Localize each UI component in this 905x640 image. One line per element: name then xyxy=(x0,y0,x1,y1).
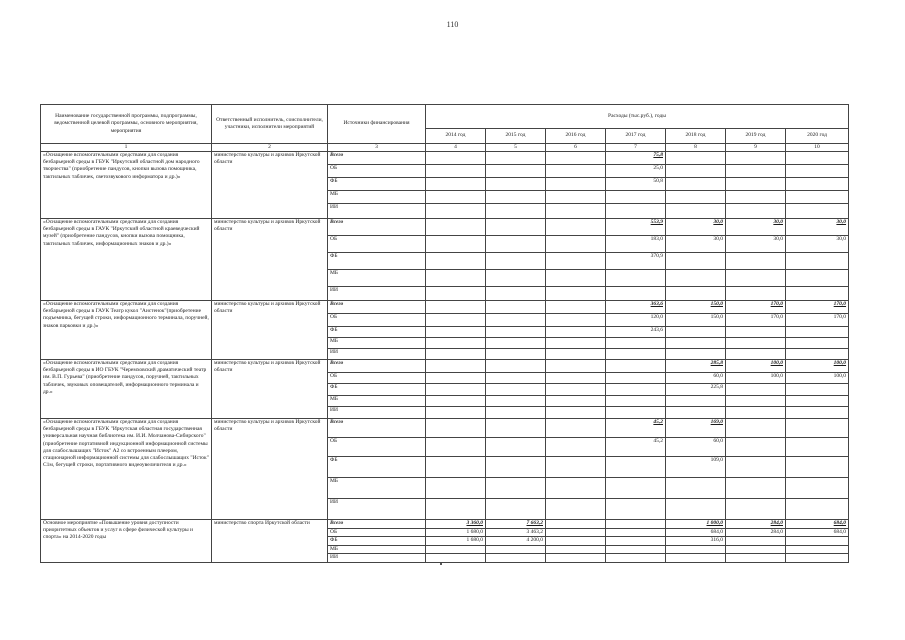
amount-cell xyxy=(666,204,726,219)
amount-cell: 50,8 xyxy=(606,178,666,191)
amount-cell xyxy=(606,287,666,301)
amount-cell xyxy=(666,554,726,562)
amount-cell xyxy=(606,384,666,396)
amount-cell xyxy=(426,236,486,253)
funding-source: ИИ xyxy=(328,407,426,419)
amount-cell xyxy=(666,499,726,520)
funding-source: Всего xyxy=(328,419,426,438)
amount-cell xyxy=(486,438,546,457)
amount-cell: 684,0 xyxy=(786,529,849,537)
amount-cell xyxy=(486,204,546,219)
measure-name: «Оснащение вспомогательными средствами для создания безбарьерной среды в ГБУК "Иркутская областная государственная универсальная научная библиотека им. И.И. Молчанова-Сибирского" (приобретение портативной индукционной информационной системы для слабослышащих "Исток" А2 со встроенным плеером, стационарной информационной системы для слабослышащих "Исток" С1м, бегущей строки, портативного видеоувеличителя и др.» xyxy=(41,419,212,520)
amount-cell xyxy=(426,384,486,396)
amount-cell xyxy=(426,419,486,438)
amount-cell xyxy=(786,457,849,478)
amount-cell xyxy=(606,529,666,537)
funding-source: ОБ xyxy=(328,373,426,384)
amount-cell xyxy=(486,178,546,191)
amount-cell xyxy=(546,314,606,327)
amount-cell xyxy=(486,384,546,396)
funding-source: ФБ xyxy=(328,327,426,338)
amount-cell xyxy=(786,253,849,270)
amount-cell xyxy=(426,287,486,301)
amount-cell xyxy=(486,360,546,373)
amount-cell xyxy=(606,457,666,478)
amount-cell xyxy=(666,270,726,287)
amount-cell xyxy=(726,457,786,478)
amount-cell xyxy=(546,407,606,419)
amount-cell xyxy=(726,396,786,407)
amount-cell: 30,0 xyxy=(726,236,786,253)
measure-name: Основное мероприятие «Повышение уровня доступности приоритетных объектов и услуг в сфере физической культуры и спорта» на 2014-2020 годы xyxy=(41,520,212,562)
amount-cell xyxy=(786,407,849,419)
amount-cell: 1 680,0 xyxy=(426,529,486,537)
amount-cell xyxy=(726,338,786,349)
amount-cell xyxy=(546,537,606,546)
amount-cell xyxy=(786,419,849,438)
amount-cell: 3 463,2 xyxy=(486,529,546,537)
amount-cell xyxy=(486,191,546,204)
amount-cell xyxy=(546,301,606,314)
amount-cell xyxy=(786,287,849,301)
amount-cell xyxy=(426,349,486,360)
amount-cell xyxy=(786,165,849,178)
amount-cell xyxy=(786,152,849,165)
amount-cell xyxy=(486,373,546,384)
amount-cell xyxy=(546,384,606,396)
amount-cell: 243,6 xyxy=(606,327,666,338)
amount-cell xyxy=(426,546,486,554)
amount-cell xyxy=(426,396,486,407)
amount-cell xyxy=(666,178,726,191)
amount-cell: 1 680,0 xyxy=(426,537,486,546)
header-executor: Ответственный исполнитель, соисполнители, участники, исполнители мероприятий xyxy=(212,105,328,144)
amount-cell: 285,8 xyxy=(666,360,726,373)
amount-cell xyxy=(546,419,606,438)
executor: министерство спорта Иркутской области xyxy=(212,520,328,562)
amount-cell xyxy=(426,253,486,270)
amount-cell xyxy=(426,360,486,373)
amount-cell xyxy=(426,178,486,191)
amount-cell xyxy=(546,438,606,457)
funding-source: ИИ xyxy=(328,499,426,520)
column-index: 2 xyxy=(212,144,328,152)
amount-cell xyxy=(546,204,606,219)
table-row xyxy=(41,520,849,529)
funding-source: Всего xyxy=(328,360,426,373)
amount-cell xyxy=(426,407,486,419)
amount-cell: 100,0 xyxy=(726,373,786,384)
header-year: 2014 год xyxy=(426,129,486,144)
amount-cell xyxy=(486,314,546,327)
executor: министерство культуры и архивов Иркутской области xyxy=(212,360,328,419)
amount-cell xyxy=(606,191,666,204)
amount-cell xyxy=(426,478,486,499)
amount-cell xyxy=(606,204,666,219)
amount-cell xyxy=(726,178,786,191)
amount-cell xyxy=(546,478,606,499)
amount-cell xyxy=(786,396,849,407)
column-index: 1 xyxy=(41,144,212,152)
amount-cell xyxy=(666,546,726,554)
amount-cell xyxy=(606,520,666,529)
amount-cell xyxy=(606,478,666,499)
amount-cell xyxy=(546,373,606,384)
header-name: Наименование государственной программы, подпрограммы, ведомственной целевой программы, основного мероприятия, мероприятия xyxy=(41,105,212,144)
amount-cell: 100,0 xyxy=(726,360,786,373)
amount-cell xyxy=(486,236,546,253)
amount-cell xyxy=(786,384,849,396)
column-index: 4 xyxy=(426,144,486,152)
header-expenses: Расходы (тыс.руб.), годы xyxy=(426,105,849,129)
amount-cell xyxy=(786,499,849,520)
funding-source: Всего xyxy=(328,152,426,165)
column-index-row xyxy=(41,144,849,152)
measure-name: «Оснащение вспомогательными средствами для создания безбарьерной среды в ГБУК "Иркутский областной дом народного творчества" (приобретение пандусов, кнопки вызова помощника, тактильных табличек, светозвукового информатора и др.)» xyxy=(41,152,212,219)
amount-cell xyxy=(426,165,486,178)
amount-cell: 30,0 xyxy=(666,236,726,253)
amount-cell xyxy=(666,287,726,301)
amount-cell xyxy=(486,152,546,165)
budget-table-body xyxy=(41,152,849,562)
amount-cell xyxy=(606,554,666,562)
amount-cell xyxy=(786,438,849,457)
scan-dot xyxy=(440,563,442,565)
amount-cell: 4 200,0 xyxy=(486,537,546,546)
table-row xyxy=(41,301,849,314)
amount-cell xyxy=(666,349,726,360)
amount-cell xyxy=(786,178,849,191)
amount-cell xyxy=(486,327,546,338)
amount-cell xyxy=(666,152,726,165)
page-number: 110 xyxy=(446,20,459,29)
table-row xyxy=(41,152,849,165)
amount-cell xyxy=(786,554,849,562)
amount-cell: 25,0 xyxy=(606,165,666,178)
funding-source: ОБ xyxy=(328,438,426,457)
amount-cell xyxy=(606,373,666,384)
amount-cell xyxy=(726,478,786,499)
header-source: Источники финансирования xyxy=(328,105,426,144)
amount-cell xyxy=(546,499,606,520)
funding-source: ОБ xyxy=(328,314,426,327)
amount-cell xyxy=(426,373,486,384)
amount-cell xyxy=(426,219,486,236)
amount-cell xyxy=(426,270,486,287)
amount-cell xyxy=(786,191,849,204)
amount-cell: 684,0 xyxy=(786,520,849,529)
funding-source: Всего xyxy=(328,219,426,236)
amount-cell: 1 000,0 xyxy=(666,520,726,529)
amount-cell xyxy=(486,219,546,236)
amount-cell xyxy=(486,478,546,499)
amount-cell: 30,0 xyxy=(726,219,786,236)
header-year: 2019 год xyxy=(726,129,786,144)
amount-cell xyxy=(726,537,786,546)
funding-source: МБ xyxy=(328,191,426,204)
amount-cell xyxy=(786,537,849,546)
amount-cell xyxy=(606,360,666,373)
amount-cell xyxy=(606,499,666,520)
amount-cell xyxy=(726,287,786,301)
funding-source: ИИ xyxy=(328,554,426,562)
funding-source: ФБ xyxy=(328,537,426,546)
funding-source: Всего xyxy=(328,301,426,314)
amount-cell: 316,0 xyxy=(666,537,726,546)
table-row xyxy=(41,219,849,236)
amount-cell xyxy=(666,165,726,178)
amount-cell xyxy=(546,178,606,191)
amount-cell xyxy=(726,270,786,287)
amount-cell xyxy=(606,338,666,349)
funding-source: ФБ xyxy=(328,457,426,478)
amount-cell xyxy=(546,152,606,165)
amount-cell xyxy=(426,314,486,327)
amount-cell: 170,0 xyxy=(786,301,849,314)
amount-cell: 60,0 xyxy=(666,438,726,457)
amount-cell xyxy=(486,165,546,178)
amount-cell xyxy=(546,191,606,204)
amount-cell xyxy=(426,152,486,165)
amount-cell xyxy=(786,349,849,360)
amount-cell: 120,0 xyxy=(606,314,666,327)
header-year: 2016 год xyxy=(546,129,606,144)
table-row xyxy=(41,360,849,373)
amount-cell xyxy=(426,554,486,562)
amount-cell xyxy=(546,253,606,270)
amount-cell: 553,9 xyxy=(606,219,666,236)
amount-cell: 109,0 xyxy=(666,457,726,478)
amount-cell xyxy=(726,253,786,270)
amount-cell xyxy=(546,457,606,478)
funding-source: МБ xyxy=(328,338,426,349)
amount-cell xyxy=(726,204,786,219)
amount-cell xyxy=(546,165,606,178)
funding-source: ИИ xyxy=(328,349,426,360)
amount-cell xyxy=(666,407,726,419)
funding-source: ОБ xyxy=(328,236,426,253)
amount-cell xyxy=(666,338,726,349)
column-index: 9 xyxy=(726,144,786,152)
amount-cell: 100,0 xyxy=(786,360,849,373)
measure-name: «Оснащение вспомогательными средствами для создания безбарьерной среды в ГАУК "Иркутский областной краеведческий музей" (приобретение пандусов, кнопки вызова помощника, тактильных табличек, информационных знаков и др.)» xyxy=(41,219,212,301)
amount-cell: 170,0 xyxy=(786,314,849,327)
amount-cell xyxy=(546,529,606,537)
amount-cell xyxy=(786,270,849,287)
amount-cell xyxy=(546,546,606,554)
funding-source: МБ xyxy=(328,546,426,554)
amount-cell xyxy=(426,204,486,219)
measure-name: «Оснащение вспомогательными средствами для создания безбарьерной среды в ИО ГБУК "Черемховский драматический театр им. В.П. Гурьева" (приобретение пандусов, поручней, тактильных табличек, звуковых оповещателей, информационного терминала и др.» xyxy=(41,360,212,419)
amount-cell xyxy=(726,191,786,204)
amount-cell xyxy=(726,499,786,520)
column-index: 3 xyxy=(328,144,426,152)
amount-cell xyxy=(486,338,546,349)
amount-cell xyxy=(426,438,486,457)
amount-cell: 170,0 xyxy=(726,301,786,314)
amount-cell xyxy=(486,419,546,438)
amount-cell xyxy=(606,270,666,287)
amount-cell xyxy=(486,546,546,554)
header-year: 2018 год xyxy=(666,129,726,144)
amount-cell: 7 663,2 xyxy=(486,520,546,529)
amount-cell xyxy=(426,338,486,349)
amount-cell xyxy=(426,301,486,314)
amount-cell xyxy=(426,191,486,204)
amount-cell xyxy=(666,327,726,338)
amount-cell xyxy=(606,396,666,407)
amount-cell xyxy=(486,396,546,407)
amount-cell xyxy=(546,219,606,236)
amount-cell: 284,0 xyxy=(726,520,786,529)
amount-cell: 225,8 xyxy=(666,384,726,396)
amount-cell xyxy=(666,396,726,407)
amount-cell: 370,9 xyxy=(606,253,666,270)
table-row xyxy=(41,419,849,438)
amount-cell: 100,0 xyxy=(786,373,849,384)
executor: министерство культуры и архивов Иркутской области xyxy=(212,219,328,301)
funding-source: ОБ xyxy=(328,165,426,178)
amount-cell xyxy=(486,499,546,520)
amount-cell xyxy=(666,478,726,499)
amount-cell: 284,0 xyxy=(726,529,786,537)
amount-cell xyxy=(726,152,786,165)
amount-cell: 183,0 xyxy=(606,236,666,253)
column-index: 8 xyxy=(666,144,726,152)
amount-cell: 75,8 xyxy=(606,152,666,165)
funding-source: Всего xyxy=(328,520,426,529)
header-year: 2015 год xyxy=(486,129,546,144)
amount-cell: 45,2 xyxy=(606,419,666,438)
amount-cell: 30,0 xyxy=(786,219,849,236)
amount-cell xyxy=(786,338,849,349)
amount-cell: 150,0 xyxy=(666,301,726,314)
funding-source: ИИ xyxy=(328,287,426,301)
amount-cell xyxy=(546,360,606,373)
amount-cell xyxy=(546,396,606,407)
amount-cell xyxy=(426,499,486,520)
funding-source: ФБ xyxy=(328,384,426,396)
amount-cell xyxy=(606,546,666,554)
amount-cell xyxy=(726,349,786,360)
amount-cell xyxy=(486,554,546,562)
funding-source: ОБ xyxy=(328,529,426,537)
amount-cell xyxy=(786,327,849,338)
column-index: 5 xyxy=(486,144,546,152)
amount-cell xyxy=(546,270,606,287)
amount-cell xyxy=(666,253,726,270)
amount-cell xyxy=(426,327,486,338)
executor: министерство культуры и архивов Иркутской области xyxy=(212,419,328,520)
amount-cell: 30,0 xyxy=(786,236,849,253)
amount-cell xyxy=(546,338,606,349)
amount-cell xyxy=(726,419,786,438)
funding-source: МБ xyxy=(328,270,426,287)
amount-cell xyxy=(726,438,786,457)
amount-cell xyxy=(666,191,726,204)
amount-cell xyxy=(486,270,546,287)
executor: министерство культуры и архивов Иркутской области xyxy=(212,152,328,219)
amount-cell xyxy=(426,457,486,478)
header-year: 2017 год xyxy=(606,129,666,144)
funding-source: МБ xyxy=(328,478,426,499)
amount-cell: 684,0 xyxy=(666,529,726,537)
amount-cell xyxy=(546,327,606,338)
amount-cell xyxy=(546,520,606,529)
measure-name: «Оснащение вспомогательными средствами для создания безбарьерной среды в ГАУК Театр кукол "Аистенок"(приобретение подъемника, бегущей строки, информационного терминала, поручней, знаков парковки и др.)» xyxy=(41,301,212,360)
amount-cell xyxy=(606,407,666,419)
amount-cell xyxy=(546,236,606,253)
funding-source: ИИ xyxy=(328,204,426,219)
amount-cell xyxy=(726,327,786,338)
amount-cell xyxy=(726,384,786,396)
amount-cell xyxy=(486,407,546,419)
budget-table xyxy=(40,104,849,563)
header-year: 2020 год xyxy=(786,129,849,144)
amount-cell: 30,0 xyxy=(666,219,726,236)
funding-source: МБ xyxy=(328,396,426,407)
amount-cell xyxy=(546,554,606,562)
amount-cell xyxy=(486,457,546,478)
amount-cell xyxy=(726,407,786,419)
amount-cell: 45,2 xyxy=(606,438,666,457)
amount-cell xyxy=(486,287,546,301)
amount-cell: 169,0 xyxy=(666,419,726,438)
amount-cell xyxy=(786,478,849,499)
funding-source: ФБ xyxy=(328,253,426,270)
amount-cell xyxy=(606,349,666,360)
amount-cell xyxy=(726,554,786,562)
column-index: 7 xyxy=(606,144,666,152)
amount-cell xyxy=(726,546,786,554)
amount-cell: 60,0 xyxy=(666,373,726,384)
column-index: 10 xyxy=(786,144,849,152)
amount-cell xyxy=(486,253,546,270)
amount-cell xyxy=(546,349,606,360)
amount-cell: 170,0 xyxy=(726,314,786,327)
funding-source: ФБ xyxy=(328,178,426,191)
amount-cell xyxy=(546,287,606,301)
amount-cell xyxy=(786,204,849,219)
amount-cell xyxy=(606,537,666,546)
amount-cell xyxy=(486,349,546,360)
column-index: 6 xyxy=(546,144,606,152)
amount-cell: 150,0 xyxy=(666,314,726,327)
amount-cell xyxy=(486,301,546,314)
amount-cell: 3 360,0 xyxy=(426,520,486,529)
amount-cell: 363,6 xyxy=(606,301,666,314)
amount-cell xyxy=(726,165,786,178)
amount-cell xyxy=(786,546,849,554)
executor: министерство культуры и архивов Иркутской области xyxy=(212,301,328,360)
